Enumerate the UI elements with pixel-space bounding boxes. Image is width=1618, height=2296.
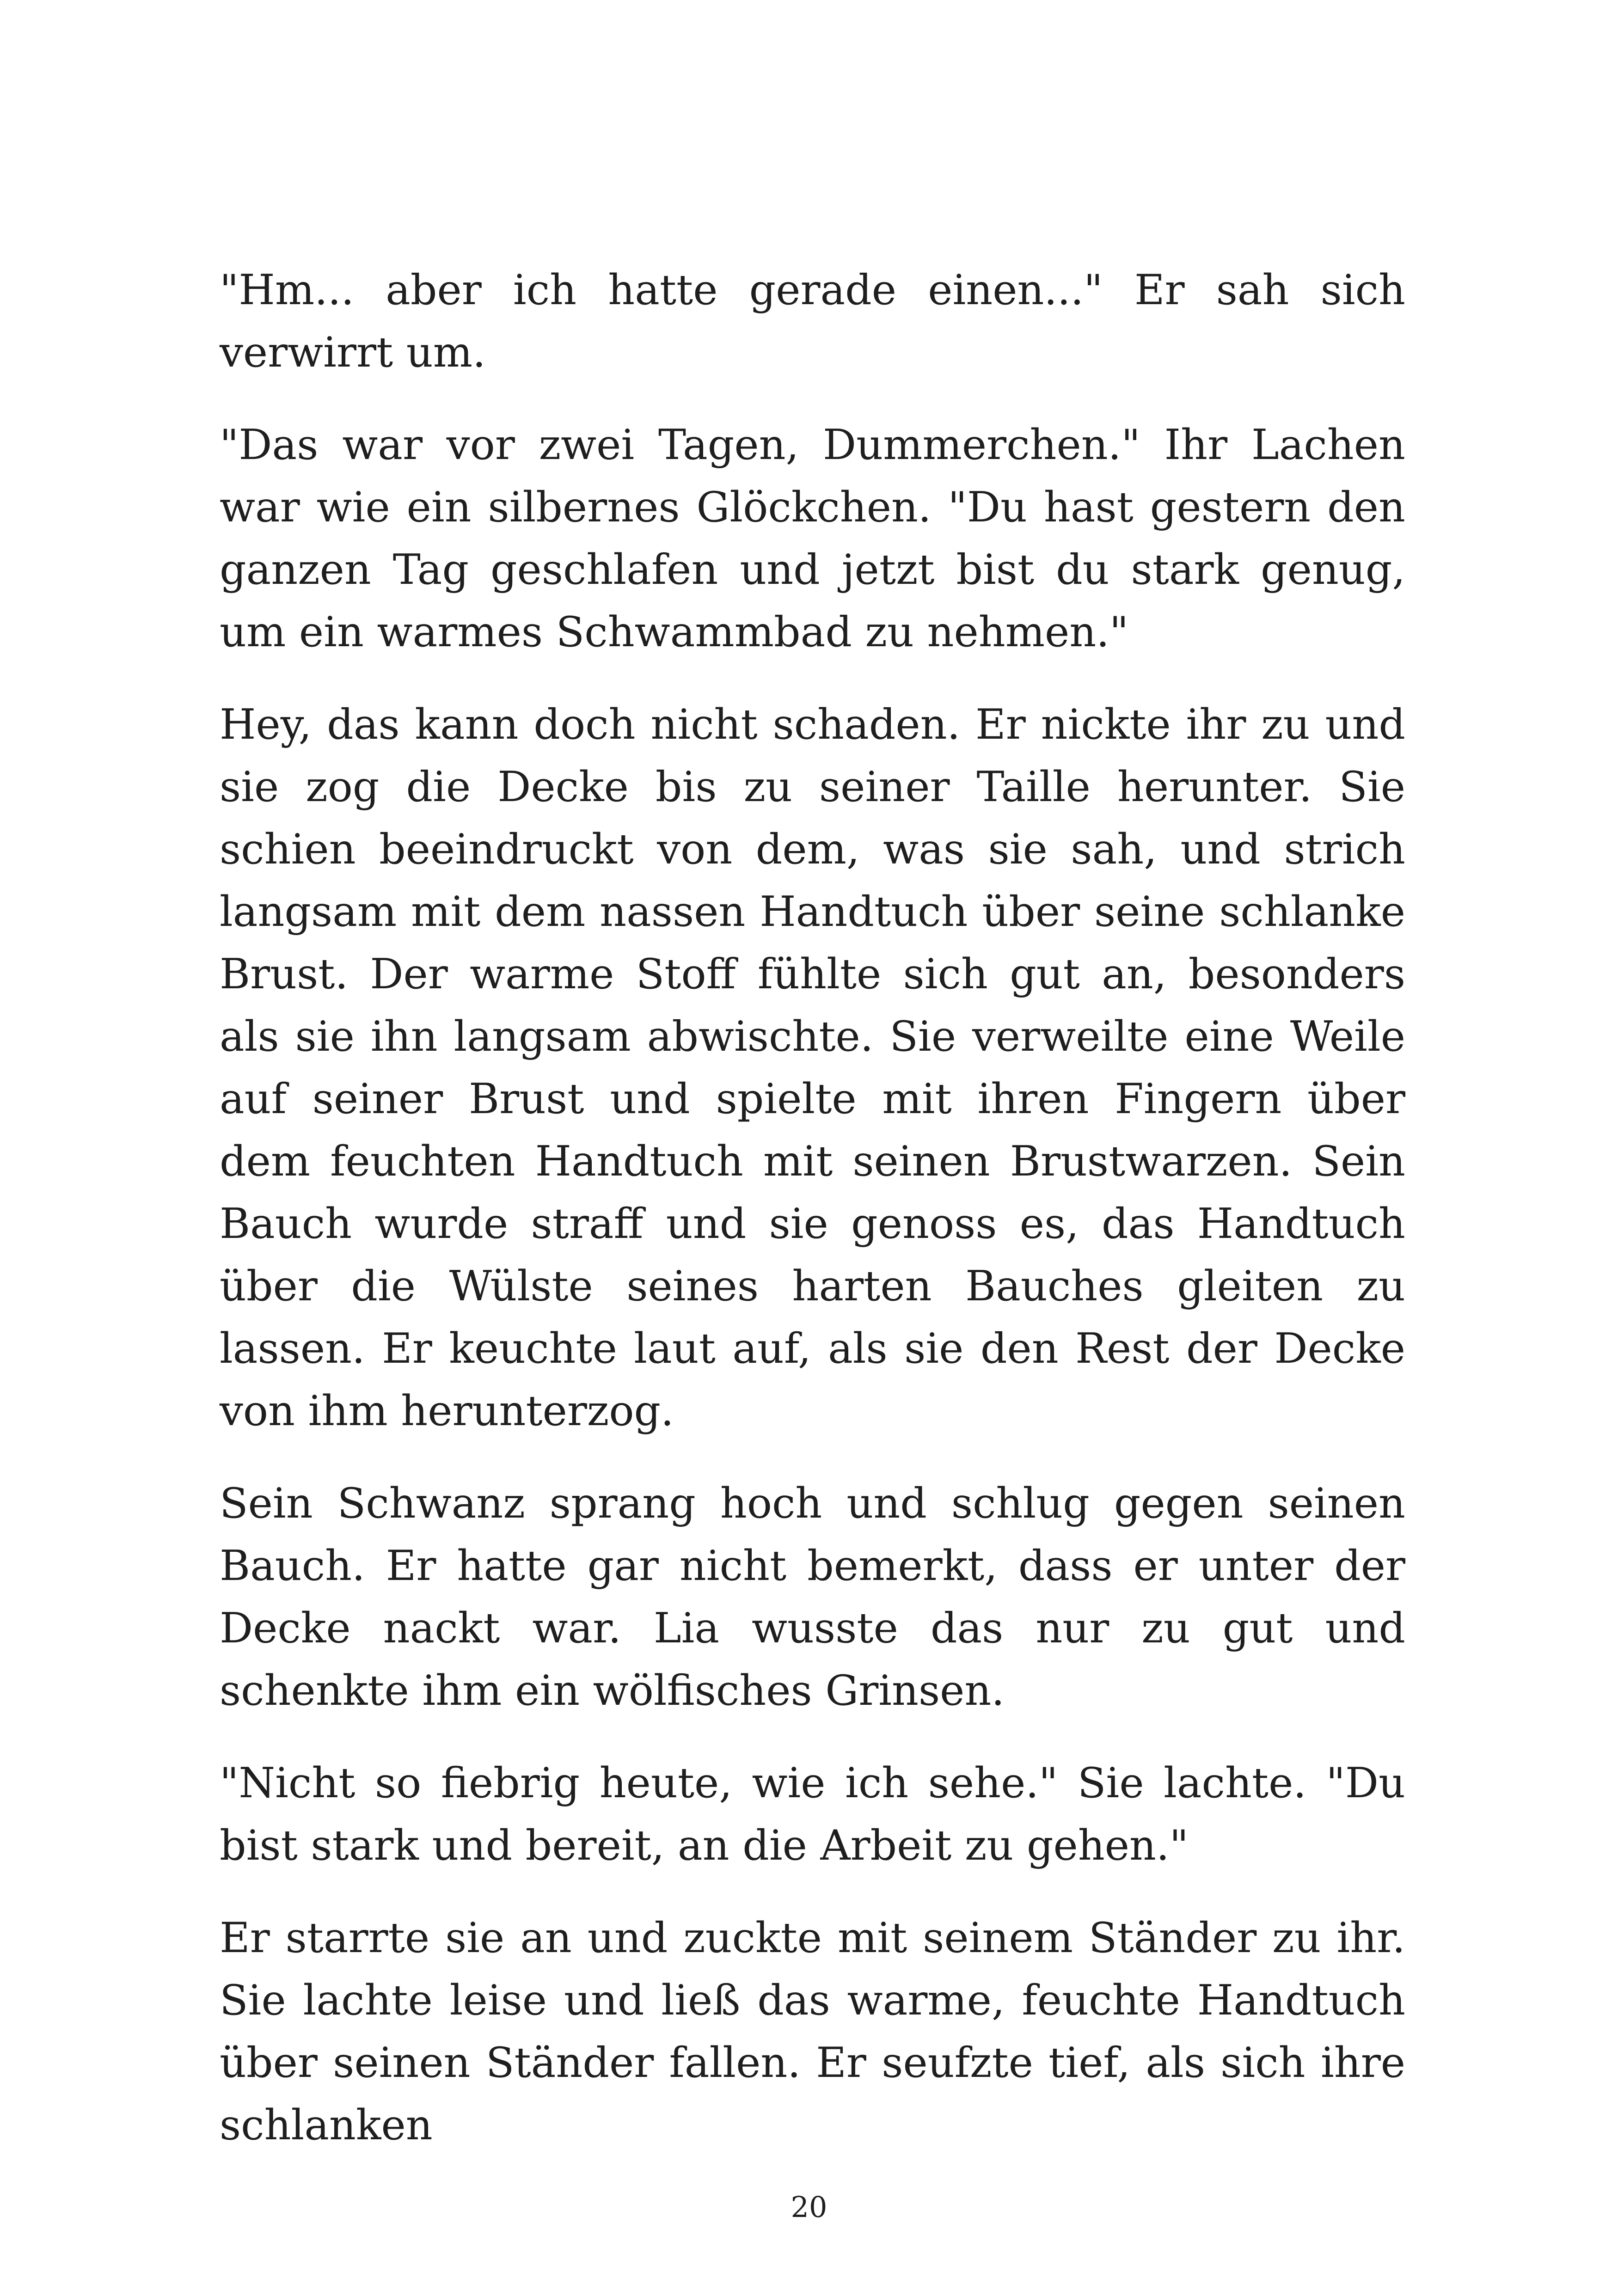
paragraph-1: "Hm... aber ich hatte gerade einen..." Er sah sich verwirrt um.	[220, 266, 1405, 377]
body-text	[220, 259, 1405, 2156]
paragraph-5: "Nicht so fiebrig heute, wie ich sehe." Sie lachte. "Du bist stark und bereit, an die Arbeit zu gehen."	[220, 1759, 1405, 1870]
paragraph-3: Hey, das kann doch nicht schaden. Er nickte ihr zu und sie zog die Decke bis zu seiner Taille herunter. Sie schien beeindruckt von dem, was sie sah, und strich langsam mit dem nassen Handtuch über seine schlanke Brust. Der warme Stoff fühlte sich gut an, besonders als sie ihn langsam abwischte. Sie verweilte eine Weile auf seiner Brust und spielte mit ihren Fingern über dem feuchten Handtuch mit seinen Brustwarzen. Sein Bauch wurde straff und sie genoss es, das Handtuch über die Wülste seines harten Bauches gleiten zu lassen. Er keuchte laut auf, als sie den Rest der Decke von ihm herunterzog.	[220, 700, 1405, 1435]
paragraph-2: "Das war vor zwei Tagen, Dummerchen." Ihr Lachen war wie ein silbernes Glöckchen. "Du hast gestern den ganzen Tag geschlafen und jetzt bist du stark genug, um ein warmes Schwammbad zu nehmen."	[220, 421, 1405, 656]
page-number: 20	[791, 2190, 827, 2224]
paragraph-4: Sein Schwanz sprang hoch und schlug gegen seinen Bauch. Er hatte gar nicht bemerkt, dass er unter der Decke nackt war. Lia wusste das nur zu gut und schenkte ihm ein wölfisches Grinsen.	[220, 1479, 1405, 1715]
paragraph-6: Er starrte sie an und zuckte mit seinem Ständer zu ihr. Sie lachte leise und ließ das warme, feuchte Handtuch über seinen Ständer fallen. Er seufzte tief, als sich ihre schlanken	[220, 1914, 1405, 2149]
